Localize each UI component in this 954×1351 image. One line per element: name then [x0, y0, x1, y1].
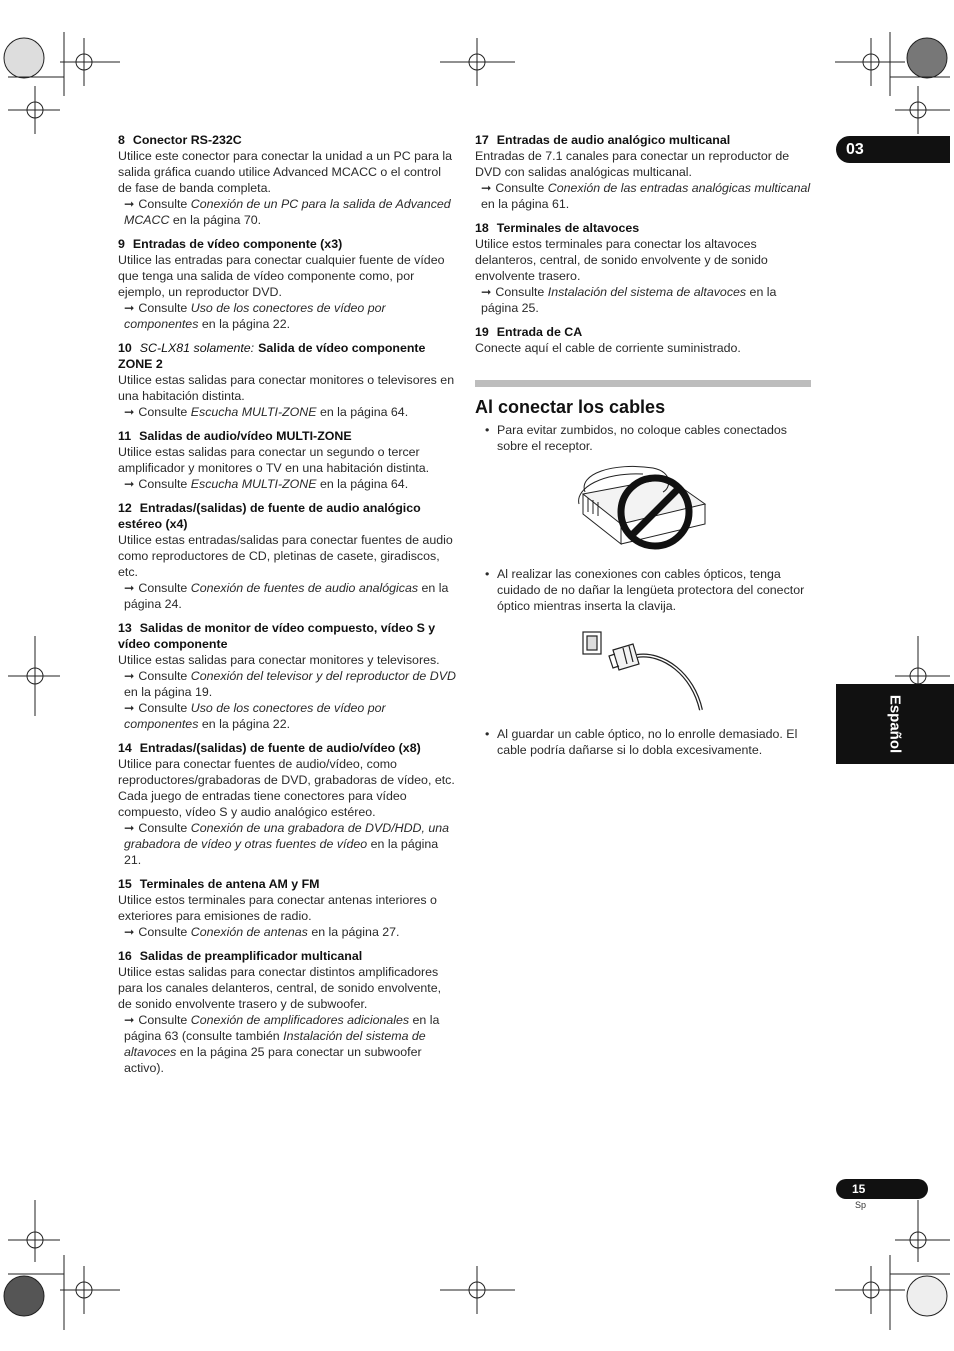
item-heading — [118, 740, 458, 756]
bullet-text: Al guardar un cable óptico, no lo enrolle demasiado. El cable podría dañarse si lo dobla excesivamente. — [497, 727, 798, 757]
xref-title: Uso de los conectores de vídeo por componentes — [124, 701, 386, 731]
xref-title: Conexión de amplificadores adicionales — [190, 1013, 410, 1027]
item-number: 12 — [118, 501, 132, 515]
xref-title: Conexión de las entradas analógicas multicanal — [547, 181, 811, 195]
xref-page: en la página 63 (consulte también — [124, 1013, 440, 1043]
xref-prefix: Consulte — [138, 1013, 191, 1027]
arrow-icon: ➞ — [124, 925, 135, 939]
cross-reference — [475, 284, 811, 316]
numbered-item — [118, 236, 458, 332]
xref-title: Escucha MULTI-ZONE — [190, 477, 317, 491]
xref-title: Conexión del televisor y del reproductor de DVD — [190, 669, 456, 683]
arrow-icon: ➞ — [124, 405, 135, 419]
item-description: Utilice las entradas para conectar cualquier fuente de vídeo que tenga una salida de vídeo componente como, por ejemplo, un reproductor DVD. — [118, 253, 445, 299]
xref-prefix: Consulte — [138, 477, 191, 491]
xref-prefix: Consulte — [138, 821, 191, 835]
cross-reference — [118, 404, 458, 420]
arrow-icon: ➞ — [481, 285, 492, 299]
item-title: Entradas de audio analógico multicanal — [496, 133, 731, 147]
item-model-note: SC-LX81 solamente: — [139, 341, 255, 355]
arrow-icon: ➞ — [124, 581, 135, 595]
xref-title: Uso de los conectores de vídeo por componentes — [124, 301, 386, 331]
page-language-code: Sp — [855, 1200, 867, 1210]
arrow-icon: ➞ — [481, 181, 492, 195]
cross-reference — [118, 580, 458, 612]
item-number: 17 — [475, 133, 489, 147]
item-description: Utilice estas salidas para conectar monitores y televisores. — [118, 653, 440, 667]
xref-title: Conexión de un PC para la salida de Advanced MCACC — [124, 197, 451, 227]
xref-page: en la página 64. — [316, 405, 409, 419]
arrow-icon: ➞ — [124, 1013, 135, 1027]
item-heading — [475, 132, 811, 148]
item-number: 9 — [118, 237, 125, 251]
xref-title: Instalación del sistema de altavoces — [547, 285, 747, 299]
xref-page: en la página 22. — [198, 717, 291, 731]
xref-page: en la página 61. — [481, 197, 570, 211]
item-number: 13 — [118, 621, 132, 635]
page-number: 15 — [836, 1179, 928, 1199]
numbered-item — [475, 132, 811, 212]
xref-page: en la página 25 para conectar un subwoofer activo). — [124, 1045, 422, 1075]
arrow-icon: ➞ — [124, 197, 135, 211]
item-heading — [118, 620, 458, 652]
item-heading — [118, 428, 458, 444]
bullet-icon: • — [485, 567, 490, 581]
xref-prefix: Consulte — [495, 285, 548, 299]
optical-connector-illustration — [573, 624, 713, 716]
item-number: 19 — [475, 325, 489, 339]
cross-reference — [118, 476, 458, 492]
item-description: Utilice este conector para conectar la unidad a un PC para la salida gráfica cuando utilice Advanced MCACC o el control de fase de banda completa. — [118, 149, 453, 195]
chapter-number: 03 — [846, 141, 864, 158]
xref-prefix: Consulte — [138, 701, 191, 715]
cross-reference — [118, 1012, 458, 1076]
right-items — [475, 132, 811, 356]
item-title: Salida de vídeo componente ZONE 2 — [118, 341, 426, 371]
item-title: Entrada de CA — [496, 325, 583, 339]
xref-page: en la página 70. — [169, 213, 262, 227]
xref-title: Conexión de una grabadora de DVD/HDD, una grabadora de vídeo y otras fuentes de vídeo — [124, 821, 450, 851]
item-description: Utilice estas salidas para conectar un segundo o tercer amplificador y monitores o TV en una habitación distinta. — [118, 445, 430, 475]
item-title: Salidas de audio/vídeo MULTI-ZONE — [139, 429, 352, 443]
xref-page: en la página 24. — [124, 581, 449, 611]
arrow-icon: ➞ — [124, 477, 135, 491]
xref-prefix: Consulte — [138, 405, 191, 419]
item-heading — [118, 500, 458, 532]
right-column — [475, 132, 811, 758]
numbered-item — [118, 340, 458, 420]
numbered-item — [118, 132, 458, 228]
numbered-item — [118, 620, 458, 732]
xref-prefix: Consulte — [495, 181, 548, 195]
xref-prefix: Consulte — [138, 581, 191, 595]
item-title: Entradas/(salidas) de fuente de audio/vídeo (x8) — [139, 741, 421, 755]
left-column — [118, 132, 458, 1084]
no-cables-on-receiver-illustration — [573, 464, 713, 556]
xref-page: en la página 19. — [124, 685, 213, 699]
cross-reference — [475, 180, 811, 212]
item-heading — [118, 236, 458, 252]
item-heading — [475, 220, 811, 236]
item-description: Utilice estas salidas para conectar monitores o televisores en una habitación distinta. — [118, 373, 455, 403]
item-title: Terminales de antena AM y FM — [139, 877, 320, 891]
bullet-text: Para evitar zumbidos, no coloque cables conectados sobre el receptor. — [497, 423, 787, 453]
numbered-item — [118, 500, 458, 612]
xref-page: en la página 22. — [198, 317, 291, 331]
item-number: 10 — [118, 341, 132, 355]
item-number: 14 — [118, 741, 132, 755]
arrow-icon: ➞ — [124, 669, 135, 683]
xref-title: Conexión de fuentes de audio analógicas — [190, 581, 419, 595]
arrow-icon: ➞ — [124, 301, 135, 315]
section-title: Al conectar los cables — [475, 397, 666, 417]
item-number: 11 — [118, 429, 132, 443]
bullet-icon: • — [485, 727, 490, 741]
numbered-item — [118, 740, 458, 868]
bullet-item — [475, 726, 811, 758]
bullet-item — [475, 422, 811, 454]
chapter-tab — [836, 136, 950, 163]
item-description: Utilice estos terminales para conectar los altavoces delanteros, central, de sonido envolvente y de sonido envolvente trasero. — [475, 237, 768, 283]
item-description: Utilice estas salidas para conectar distintos amplificadores para los canales delanteros, central, de sonido envolvente, de sonido envolvente trasero y de subwoofer. — [118, 965, 442, 1011]
numbered-item — [475, 324, 811, 356]
cross-reference — [118, 924, 458, 940]
section-divider — [475, 380, 811, 387]
xref-prefix: Consulte — [138, 669, 191, 683]
bullet-icon: • — [485, 423, 490, 437]
cross-reference — [118, 668, 458, 700]
item-heading — [475, 324, 811, 340]
language-label: Español — [886, 694, 904, 754]
xref-prefix: Consulte — [138, 197, 191, 211]
item-description: Conecte aquí el cable de corriente suministrado. — [475, 341, 741, 355]
item-number: 15 — [118, 877, 132, 891]
item-heading — [118, 132, 458, 148]
xref-title: Instalación del sistema de altavoces — [124, 1029, 426, 1059]
language-tab — [836, 684, 954, 764]
xref-page: en la página 25. — [481, 285, 777, 315]
numbered-item — [118, 948, 458, 1076]
bullet-text: Al realizar las conexiones con cables ópticos, tenga cuidado de no dañar la lengüeta protectora del conector óptico mientras inserta la clavija. — [497, 567, 805, 613]
arrow-icon: ➞ — [124, 701, 135, 715]
item-title: Salidas de monitor de vídeo compuesto, vídeo S y vídeo componente — [118, 621, 436, 651]
item-number: 16 — [118, 949, 132, 963]
item-description: Utilice estos terminales para conectar antenas interiores o exteriores para emisiones de radio. — [118, 893, 437, 923]
xref-page: en la página 27. — [307, 925, 400, 939]
item-description: Utilice estas entradas/salidas para conectar fuentes de audio como reproductores de CD, pletinas de casete, giradiscos, etc. — [118, 533, 453, 579]
item-number: 18 — [475, 221, 489, 235]
item-description: Entradas de 7.1 canales para conectar un reproductor de DVD con salidas analógicas multicanal. — [475, 149, 790, 179]
xref-prefix: Consulte — [138, 301, 191, 315]
xref-title: Escucha MULTI-ZONE — [190, 405, 317, 419]
item-heading — [118, 340, 458, 372]
item-title: Entradas de vídeo componente (x3) — [132, 237, 343, 251]
item-heading — [118, 876, 458, 892]
xref-title: Conexión de antenas — [190, 925, 308, 939]
cross-reference — [118, 196, 458, 228]
item-heading — [118, 948, 458, 964]
item-description: Utilice para conectar fuentes de audio/vídeo, como reproductores/grabadoras de DVD, grabadoras de vídeo, etc. Cada juego de entradas tiene conectores para vídeo compuesto, vídeo S y audio analógico estéreo. — [118, 757, 455, 819]
cross-reference — [118, 700, 458, 732]
item-title: Entradas/(salidas) de fuente de audio analógico estéreo (x4) — [118, 501, 421, 531]
xref-page: en la página 64. — [316, 477, 409, 491]
cross-reference — [118, 300, 458, 332]
item-title: Conector RS-232C — [132, 133, 242, 147]
xref-prefix: Consulte — [138, 925, 191, 939]
item-title: Terminales de altavoces — [496, 221, 640, 235]
item-title: Salidas de preamplificador multicanal — [139, 949, 363, 963]
xref-page: en la página 21. — [124, 837, 439, 867]
arrow-icon: ➞ — [124, 821, 135, 835]
numbered-item — [475, 220, 811, 316]
numbered-item — [118, 876, 458, 940]
bullet-item — [475, 566, 811, 614]
numbered-item — [118, 428, 458, 492]
cross-reference — [118, 820, 458, 868]
item-number: 8 — [118, 133, 125, 147]
